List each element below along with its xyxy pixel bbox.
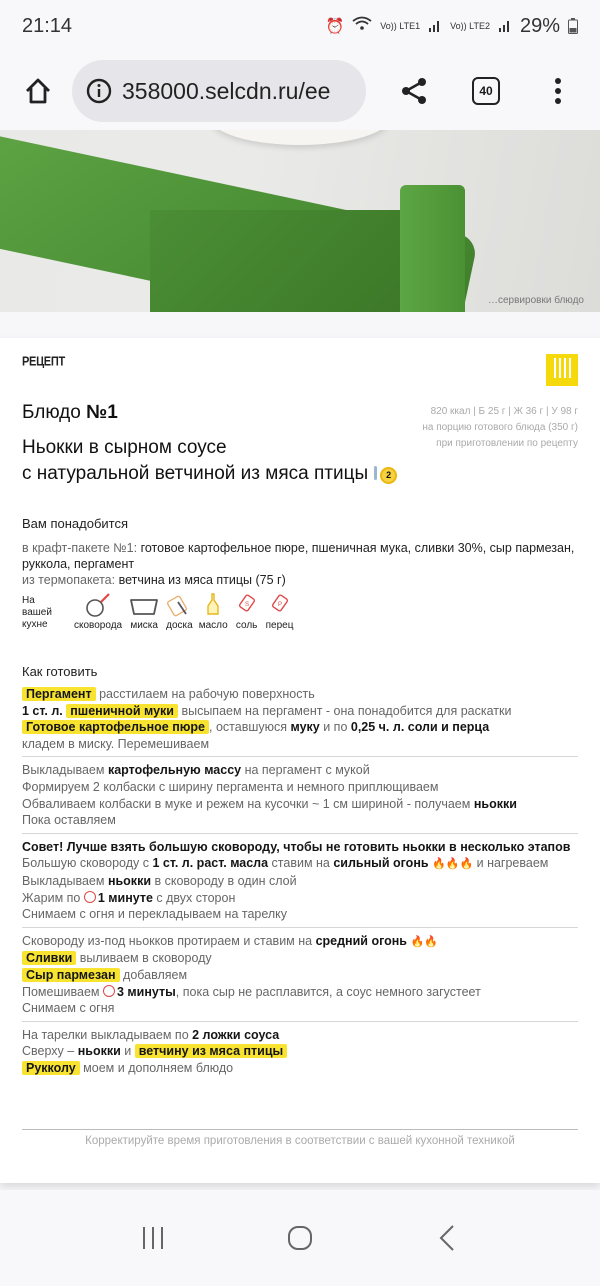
tabs-button[interactable] [462, 67, 510, 115]
status-bar [0, 0, 600, 52]
recent-apps-icon [140, 1225, 166, 1251]
battery-charging-icon [568, 18, 578, 34]
url-text[interactable]: 358000.selcdn.ru/ee [122, 77, 331, 104]
tool-bowl: миска [128, 592, 160, 631]
frying-pan-icon [85, 592, 111, 618]
step-2: Выкладываем картофельную массу на пергамент с мукой Формируем 2 колбаски с ширину пергамента и немного приплющиваем Обваливаем колбаски в муке и режем на кусочки ~ 1 см шириной - получаем ньокки Пока оставляем [22, 761, 578, 833]
fire-icon: 🔥🔥 [410, 935, 438, 948]
step-5: На тарелки выкладываем по 2 ложки соуса Сверху – ньокки и ветчину из мяса птицы Рукколу моем и дополняем блюдо [22, 1026, 578, 1081]
share-icon [399, 76, 429, 106]
oil-bottle-icon [200, 592, 226, 618]
step-3: Совет! Лучше взять большую сковороду, чтобы не готовить ньокки в несколько этапов Большую сковороду с 1 ст. л. раст. масла ставим на сильный огонь 🔥🔥🔥 и нагреваем Выкладываем ньокки в сковороду в один слой Жарим по 1 минуте с двух сторон Снимаем с огня и перекладываем на тарелку [22, 838, 578, 928]
system-nav-bar [0, 1190, 600, 1286]
clock: 21:14 [22, 14, 73, 37]
instructions-title: Как готовить [22, 664, 98, 679]
lte1-signal-icon: Vo)) LTE1 [380, 20, 421, 31]
plate-image [210, 130, 390, 145]
lte2-signal-icon: Vo)) LTE2 [450, 20, 490, 31]
timer-icon [103, 985, 115, 997]
more-menu-button[interactable] [534, 67, 582, 115]
tool-pepper: P перец [266, 592, 294, 631]
dish-number: Блюдо №1 [22, 402, 118, 423]
wifi-icon [352, 16, 372, 36]
recipe-label: РЕЦЕПТ [22, 354, 65, 370]
tool-oil: масло [199, 592, 228, 631]
share-button[interactable] [390, 67, 438, 115]
svg-text:P: P [277, 602, 282, 608]
dish-title: Ньокки в сырном соусе с натуральной ветчиной из мяса птицы 2 [22, 435, 397, 487]
footer-note: Корректируйте время приготовления в соответствии с вашей кухонной техникой [85, 1135, 515, 1147]
address-bar[interactable] [72, 60, 366, 122]
bowl-icon [128, 592, 160, 618]
tool-frying-pan: сковорода [74, 592, 122, 631]
pepper-shaker-icon [267, 592, 293, 618]
step-1: Пергамент расстилаем на рабочую поверхность 1 ст. л. пшеничной муки высыпаем на пергамент - она понадобится для раскатки Готовое картофельное пюре , оставшуюся муку и по 0,25 ч. л. соли и перца кладем в миску. Перемешиваем [22, 685, 578, 757]
kitchen-tools [22, 592, 293, 631]
signal-bars-icon [498, 19, 512, 33]
instructions-steps [22, 685, 578, 1084]
hero-image [0, 130, 600, 312]
step-4: Сковороду из-под ньокков протираем и ставим на средний огонь 🔥🔥 Сливки выливаем в сковороду Сыр пармезан добавляем Помешиваем 3 минуты, пока сыр не расплавится, а соус немного загустеет Снимаем с огня [22, 932, 578, 1022]
cutting-board-icon [166, 592, 192, 618]
image-caption: …сервировки блюдо [488, 295, 584, 306]
more-vert-icon [554, 78, 562, 104]
recent-apps-button[interactable] [123, 1208, 183, 1268]
back-icon [438, 1224, 456, 1252]
svg-text:S: S [244, 602, 249, 608]
recipe-card [0, 338, 600, 1183]
status-icons [326, 15, 578, 38]
brand-logo [546, 354, 578, 386]
salt-shaker-icon [234, 592, 260, 618]
footer-divider [22, 1129, 578, 1130]
ingredients-title: Вам понадобится [22, 516, 128, 531]
kitchen-label: На вашей кухне [22, 595, 52, 630]
nutrition-info: 820 ккал | Б 25 г | Ж 36 г | У 98 г на порцию готового блюда (350 г) при приготовлении по рецепту [422, 406, 578, 449]
napkin-edge-image [400, 185, 465, 312]
tool-cutting-board: доска [166, 592, 193, 631]
home-icon [23, 76, 53, 106]
alarm-icon: ⏰ [325, 18, 345, 35]
tabs-icon: 40 [472, 77, 500, 105]
ingredients-list: в крафт-пакете №1: готовое картофельное пюре, пшеничная мука, сливки 30%, сыр пармезан, руккола, пергамент из термопакета: ветчина из мяса птицы (75 г) [22, 541, 575, 587]
home-circle-icon [287, 1225, 313, 1251]
tip-text: Совет! Лучше взять большую сковороду, чтобы не готовить ньокки в несколько этапов [22, 839, 571, 854]
timer-icon [84, 891, 96, 903]
persons-badge: 2 [380, 467, 397, 484]
tool-salt: S соль [234, 592, 260, 631]
browser-toolbar [0, 52, 600, 130]
signal-bars-icon [428, 19, 442, 33]
info-icon[interactable] [86, 78, 112, 104]
spoon-icon [374, 466, 377, 480]
home-nav-button[interactable] [270, 1208, 330, 1268]
fire-icon: 🔥🔥🔥 [432, 858, 474, 871]
back-button[interactable] [417, 1208, 477, 1268]
battery-percent: 29% [519, 14, 560, 37]
home-button[interactable] [14, 67, 62, 115]
